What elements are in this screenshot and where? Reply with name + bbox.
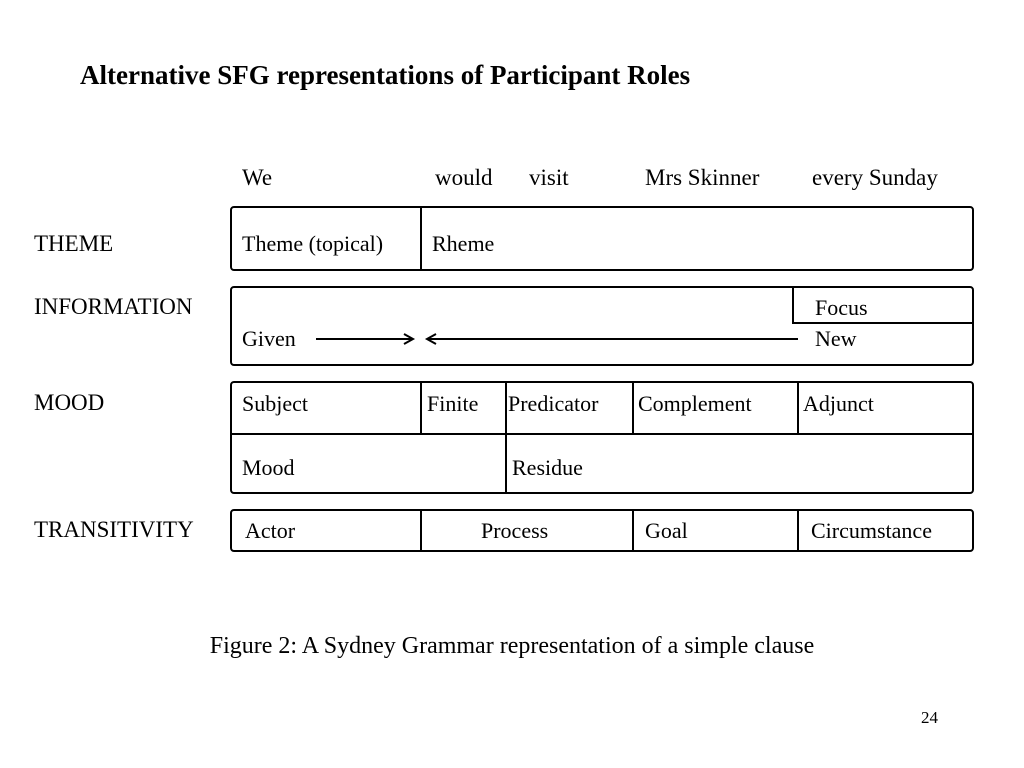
clause-word-we: We [242, 165, 273, 190]
row-label-theme: THEME [34, 231, 114, 256]
mood-cell-finite: Finite [427, 391, 479, 416]
theme-cell-rheme: Rheme [432, 231, 495, 256]
mood-divider-finite-predicator [505, 381, 507, 494]
mood-divider-subject-finite [420, 381, 422, 434]
transitivity-cell-actor: Actor [245, 518, 296, 543]
figure-caption: Figure 2: A Sydney Grammar representation of a simple clause [209, 633, 815, 659]
mood-cell-subject: Subject [242, 391, 308, 416]
mood-divider-complement-adjunct [797, 381, 799, 434]
transitivity-cell-circumstance: Circumstance [811, 518, 932, 543]
clause-word-every-sunday: every Sunday [812, 165, 938, 190]
transitivity-cell-goal: Goal [645, 518, 688, 543]
transitivity-divider-goal-circumstance [797, 509, 799, 552]
mood-cell-complement: Complement [638, 391, 752, 416]
clause-word-visit: visit [529, 165, 569, 190]
row-label-mood: MOOD [34, 390, 105, 415]
mood-row-divider [230, 433, 974, 435]
information-given: Given [242, 326, 296, 351]
mood-divider-predicator-complement [632, 381, 634, 434]
mood-cell-mood: Mood [242, 455, 295, 480]
information-new: New [815, 326, 857, 351]
transitivity-cell-process: Process [481, 518, 549, 543]
transitivity-divider-process-goal [632, 509, 634, 552]
slide-title: Alternative SFG representations of Participant Roles [80, 60, 691, 90]
row-label-transitivity: TRANSITIVITY [34, 517, 194, 542]
mood-cell-residue: Residue [512, 455, 583, 480]
row-label-information: INFORMATION [34, 294, 193, 319]
mood-cell-predicator: Predicator [508, 391, 599, 416]
mood-cell-adjunct: Adjunct [803, 391, 874, 416]
clause-word-would: would [435, 165, 493, 190]
theme-cell-topical: Theme (topical) [242, 231, 384, 256]
transitivity-divider-actor-process [420, 509, 422, 552]
page-number: 24 [921, 708, 938, 727]
information-focus: Focus [815, 295, 868, 320]
clause-word-mrs-skinner: Mrs Skinner [645, 165, 760, 190]
